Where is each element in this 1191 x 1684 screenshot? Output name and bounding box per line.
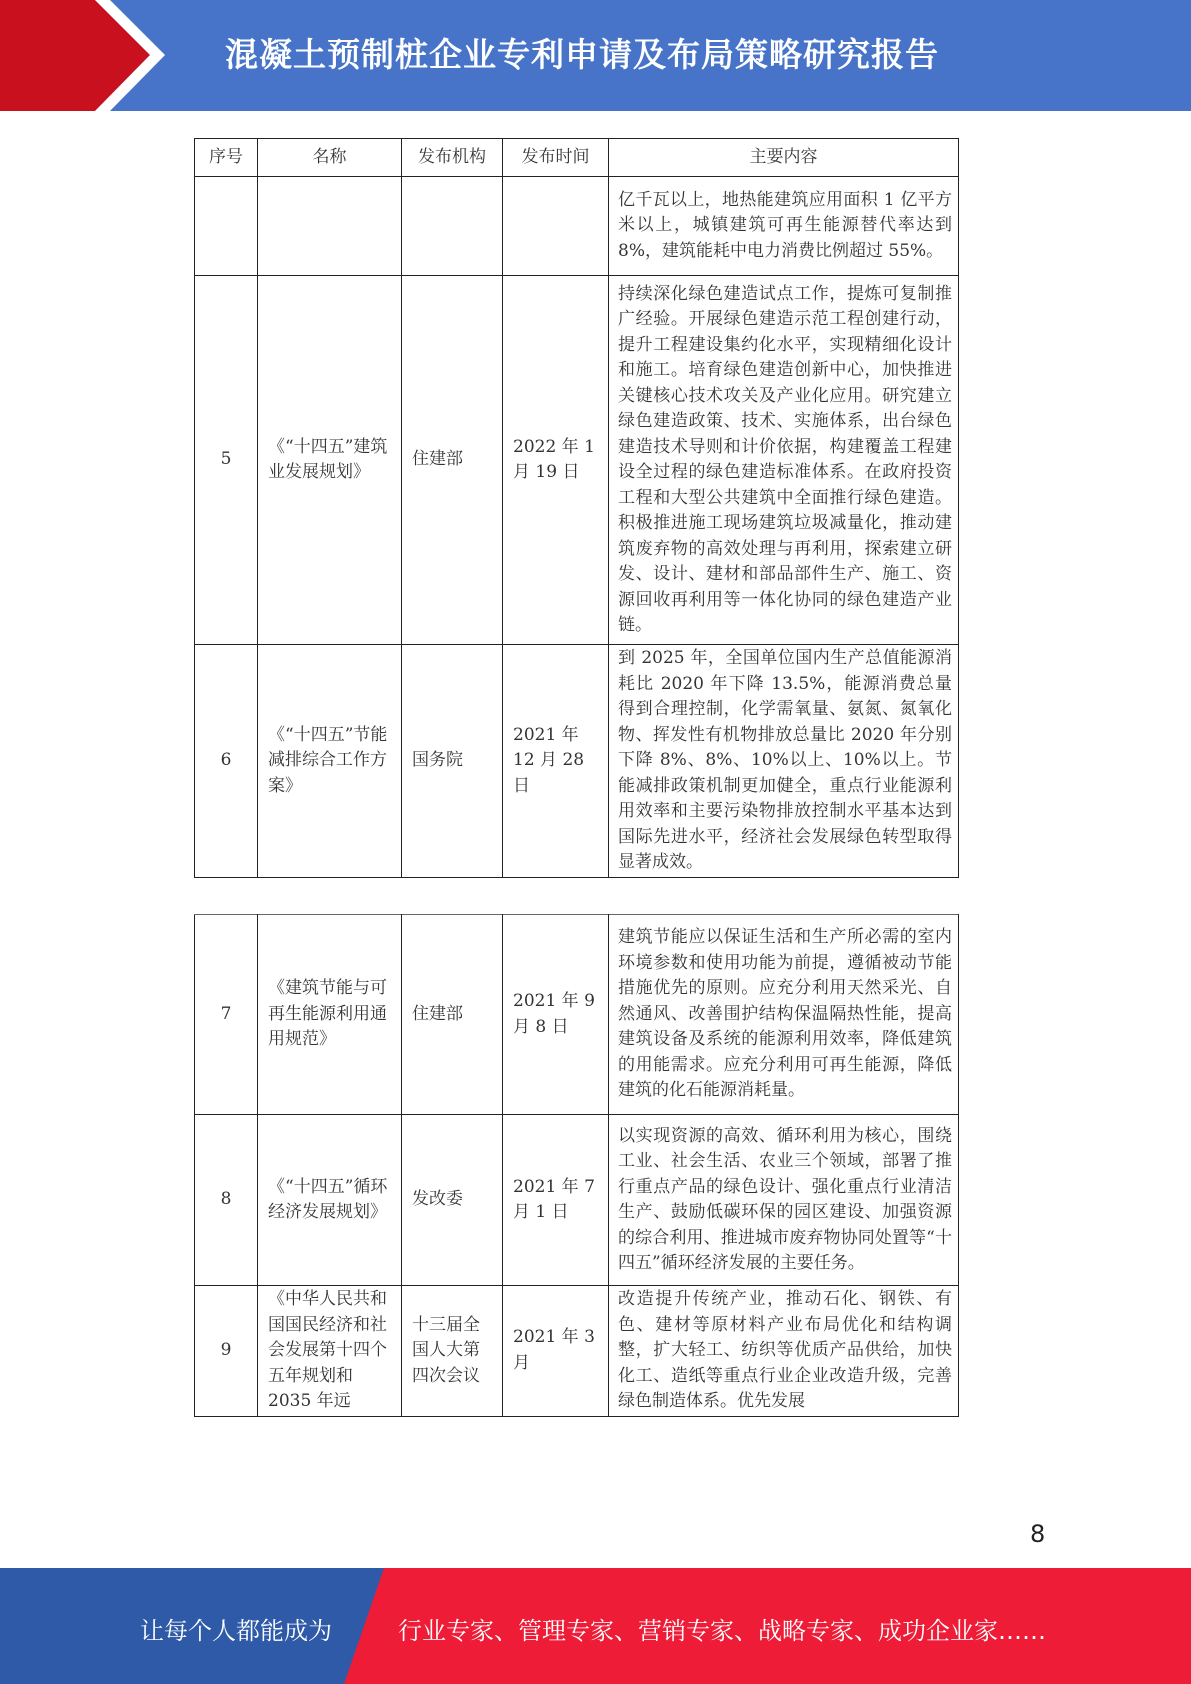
cell-no: 7 xyxy=(195,915,258,1115)
cell-content: 持续深化绿色建造试点工作，提炼可复制推广经验。开展绿色建造示范工程创建行动，提升工程建设集约化水平，实现精细化设计和施工。培育绿色建造创新中心，加快推进关键核心技术攻关及产业化应用。研究建立绿色建造政策、技术、实施体系，出台绿色建造技术导则和计价依据，构建覆盖工程建设全过程的绿色建造标准体系。在政府投资工程和大型公共建筑中全面推行绿色建造。积极推进施工现场建筑垃圾减量化，推动建筑废弃物的高效处理与再利用，探索建立研发、设计、建材和部品部件生产、施工、资源回收再利用等一体化协同的绿色建造产业链。 xyxy=(609,276,959,645)
cell-org: 发改委 xyxy=(402,1115,503,1286)
cell-org: 住建部 xyxy=(402,276,503,645)
page-footer xyxy=(0,1568,1191,1684)
cell-name: 《建筑节能与可再生能源利用通用规范》 xyxy=(258,915,402,1115)
page-number: 8 xyxy=(1030,1520,1046,1548)
cell-name: 《“十四五”节能减排综合工作方案》 xyxy=(258,645,402,878)
cell-name: 《中华人民共和国国民经济和社会发展第十四个五年规划和 2035 年远 xyxy=(258,1286,402,1417)
policy-table-part1 xyxy=(194,138,959,878)
policy-table-part2 xyxy=(194,914,959,1417)
cell-content: 改造提升传统产业，推动石化、钢铁、有色、建材等原材料产业布局优化和结构调整，扩大轻工、纺织等优质产品供给，加快化工、造纸等重点行业企业改造升级，完善绿色制造体系。优先发展 xyxy=(609,1286,959,1417)
footer-slogan-left: 让每个人都能成为 xyxy=(140,1617,332,1645)
header-org: 发布机构 xyxy=(402,139,503,177)
report-title: 混凝土预制桩企业专利申请及布局策略研究报告 xyxy=(225,35,939,74)
cell-no: 5 xyxy=(195,276,258,645)
table-row xyxy=(195,915,959,1115)
table-header-row xyxy=(195,139,959,177)
table-row xyxy=(195,276,959,645)
cell-no: 9 xyxy=(195,1286,258,1417)
table-row xyxy=(195,645,959,878)
header-no: 序号 xyxy=(195,139,258,177)
cell-date: 2022 年 1 月 19 日 xyxy=(503,276,609,645)
table-row xyxy=(195,177,959,276)
cell-content: 亿千瓦以上，地热能建筑应用面积 1 亿平方米以上，城镇建筑可再生能源替代率达到 8%，建筑能耗中电力消费比例超过 55%。 xyxy=(609,177,959,276)
cell-date: 2021 年 9 月 8 日 xyxy=(503,915,609,1115)
cell-date: 2021 年 12 月 28 日 xyxy=(503,645,609,878)
cell-no xyxy=(195,177,258,276)
cell-date xyxy=(503,177,609,276)
cell-no: 8 xyxy=(195,1115,258,1286)
cell-org: 国务院 xyxy=(402,645,503,878)
table-row xyxy=(195,1286,959,1417)
cell-content: 到 2025 年，全国单位国内生产总值能源消耗比 2020 年下降 13.5%，能源消费总量得到合理控制，化学需氧量、氨氮、氮氧化物、挥发性有机物排放总量比 2020 年分别下降 8%、8%、10%以上、10%以上。节能减排政策机制更加健全，重点行业能源利用效率和主要污染物排放控制水平基本达到国际先进水平，经济社会发展绿色转型取得显著成效。 xyxy=(609,645,959,878)
cell-org xyxy=(402,177,503,276)
table-row xyxy=(195,1115,959,1286)
header-red-chevron xyxy=(0,0,150,111)
cell-no: 6 xyxy=(195,645,258,878)
cell-org: 住建部 xyxy=(402,915,503,1115)
cell-date: 2021 年 3 月 xyxy=(503,1286,609,1417)
cell-content: 以实现资源的高效、循环利用为核心，围绕工业、社会生活、农业三个领域，部署了推行重点产品的绿色设计、强化重点行业清洁生产、鼓励低碳环保的园区建设、加强资源的综合利用、推进城市废弃物协同处置等“十四五”循环经济发展的主要任务。 xyxy=(609,1115,959,1286)
header-date: 发布时间 xyxy=(503,139,609,177)
cell-date: 2021 年 7 月 1 日 xyxy=(503,1115,609,1286)
cell-name xyxy=(258,177,402,276)
header-content: 主要内容 xyxy=(609,139,959,177)
cell-content: 建筑节能应以保证生活和生产所必需的室内环境参数和使用功能为前提，遵循被动节能措施优先的原则。应充分利用天然采光、自然通风、改善围护结构保温隔热性能，提高建筑设备及系统的能源利用效率，降低建筑的用能需求。应充分利用可再生能源，降低建筑的化石能源消耗量。 xyxy=(609,915,959,1115)
page-header xyxy=(0,0,1191,111)
footer-slogan-right: 行业专家、管理专家、营销专家、战略专家、成功企业家…… xyxy=(398,1617,1046,1645)
header-name: 名称 xyxy=(258,139,402,177)
cell-name: 《“十四五”建筑业发展规划》 xyxy=(258,276,402,645)
cell-org: 十三届全国人大第四次会议 xyxy=(402,1286,503,1417)
cell-name: 《“十四五”循环经济发展规划》 xyxy=(258,1115,402,1286)
